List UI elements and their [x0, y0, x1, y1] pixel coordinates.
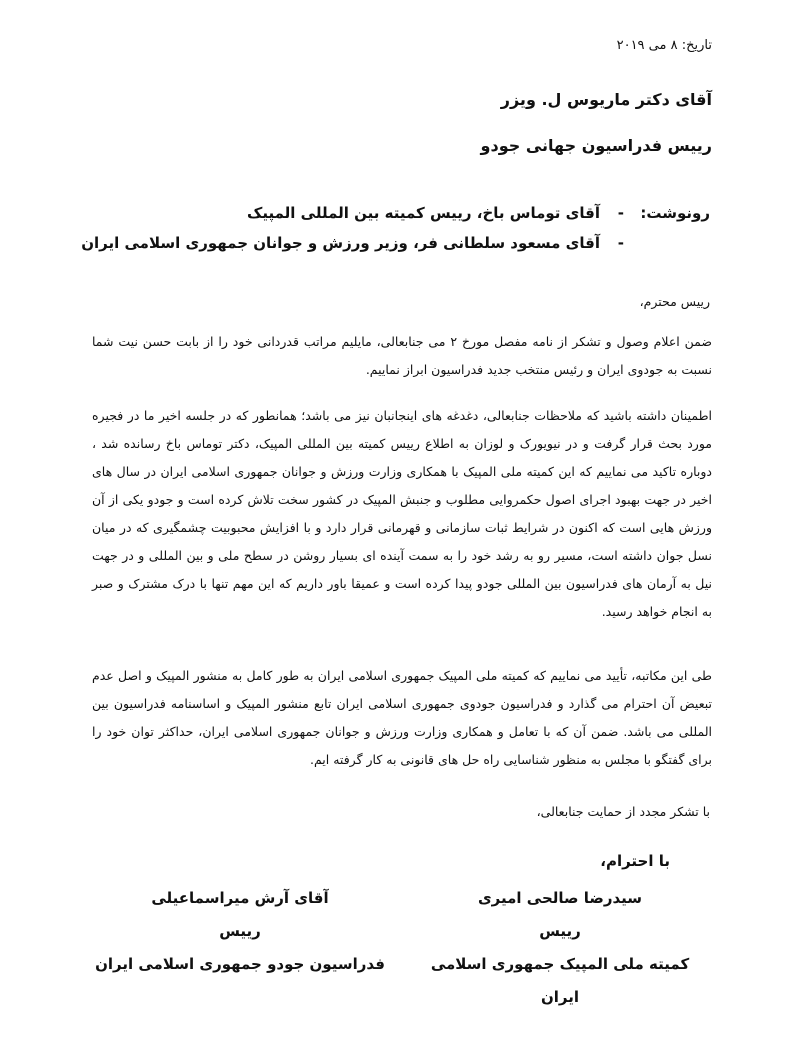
signatory-organization: کمیته ملی المپیک جمهوری اسلامی ایران [430, 955, 690, 1006]
signatory-role: رییس [539, 922, 581, 940]
signatory-role: رییس [219, 922, 261, 940]
signatory-name: سیدرضا صالحی امیری [477, 889, 643, 907]
body-paragraph-2: اطمینان داشته باشید که ملاحظات جنابعالی، دغدغه های اینجانبان نیز می باشد؛ همانطور که در جلسه اخیر ما در فجیره مورد بحث قرار گرفت و در نیویورک و لوزان به اطلاع رییس کمیته بین المللی المپیک، دکتر توماس باخ رسانده شد ، دوباره تاکید می نماییم که این کمیته ملی المپیک با همکاری وزارت ورزش و جوانان جمهوری اسلامی ایران در سال های اخیر در جهت بهبود اجرای اصول حکمروایی مطلوب و جنبش المپیک در کشور سخت تلاش کرده است و جودو یکی از آن ورزش هایی است که اکنون در شرایط ثبات سازمانی و قهرمانی قرار دارد و با افزایش محبوبیت چشمگیری که در میان نسل جوان داشته است، مسیر رو به رشد خود را به سمت آینده ای بسیار روشن در سطح ملی و بین المللی و در جهت نیل به آرمان های فدراسیون بین المللی جودو پیدا کرده است و عمیقا باور داریم که این مهم تنها با درک مشترک و صبر به انجام خواهد رسید. [92, 408, 712, 619]
cc-bullet: - [617, 234, 624, 252]
signatory-name: آقای آرش میراسماعیلی [151, 889, 329, 907]
cc-recipient-1: آقای توماس باخ، رییس کمیته بین المللی المپیک [247, 204, 600, 222]
body-paragraph-3: طی این مکاتبه، تأیید می نماییم که کمیته ملی المپیک جمهوری اسلامی ایران به طور کامل به منشور المپیک و اصل عدم تبعیض آن احترام می گذارد و فدراسیون جودوی جمهوری اسلامی ایران تابع منشور المپیک و اساسنامه فدراسیون بین المللی می باشد. ضمن آن که با تعامل و همکاری وزارت ورزش و جوانان جمهوری اسلامی ایران، حداکثر توان خود را برای گفتگو با مجلس به منظور شناسایی راه حل های قانونی به کار گرفته ایم. [92, 668, 712, 767]
recipient-name: آقای دکتر ماریوس ل. ویزر [500, 90, 712, 109]
cc-recipient-2: آقای مسعود سلطانی فر، وزیر ورزش و جوانان جمهوری اسلامی ایران [81, 234, 600, 252]
cc-bullet: - [617, 204, 624, 222]
salutation: رییس محترم، [639, 294, 710, 309]
regards-line: با احترام، [600, 852, 670, 870]
letter-date: تاریخ: ۸ می ۲۰۱۹ [616, 38, 712, 53]
cc-label: رونوشت: [640, 204, 710, 222]
body-paragraph-1: ضمن اعلام وصول و تشکر از نامه مفصل مورخ ۲ می جنابعالی، مایلیم مراتب قدردانی خود را از بابت حسن نیت شما نسبت به جودوی ایران و رئیس منتخب جدید فدراسیون ابراز نماییم. [92, 334, 712, 377]
recipient-title: رییس فدراسیون جهانی جودو [480, 136, 712, 155]
signatory-organization: فدراسیون جودو جمهوری اسلامی ایران [95, 955, 385, 973]
closing-line: با تشکر مجدد از حمایت جنابعالی، [536, 804, 710, 819]
signature-block-judo-federation [90, 882, 390, 981]
signature-block-olympic-committee [410, 882, 710, 1006]
